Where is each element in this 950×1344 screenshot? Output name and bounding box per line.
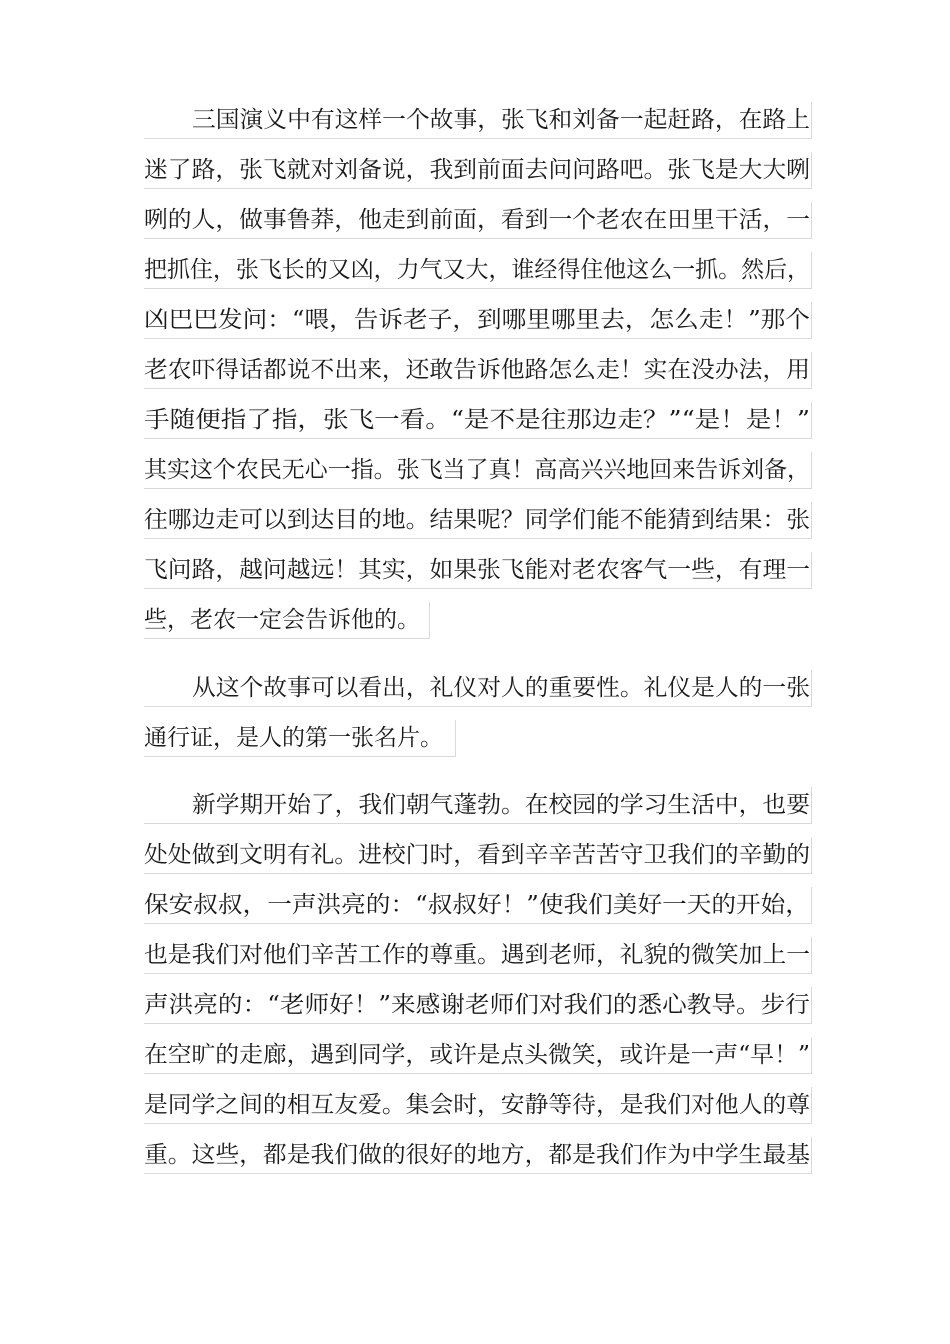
- text-line: [144, 1035, 812, 1085]
- text-line: [144, 668, 812, 718]
- line-text: 在空旷的走廊，遇到同学，或许是点头微笑，或许是一声“早！”: [144, 1042, 810, 1068]
- text-line: [144, 200, 812, 250]
- line-text: 重。这些，都是我们做的很好的地方，都是我们作为中学生最基: [144, 1142, 811, 1168]
- text-line: [144, 150, 812, 200]
- text-line: [144, 500, 812, 550]
- line-text: 凶巴巴发问：“喂，告诉老子，到哪里哪里去，怎么走！”那个: [144, 307, 810, 333]
- line-text: 迷了路，张飞就对刘备说，我到前面去问问路吧。张飞是大大咧: [144, 157, 811, 183]
- text-line-last: [144, 600, 430, 650]
- text-line: [144, 250, 812, 300]
- text-line: [144, 1085, 812, 1135]
- line-text: 保安叔叔，一声洪亮的：“叔叔好！”使我们美好一天的开始，: [144, 892, 810, 918]
- text-line-last: [144, 718, 456, 768]
- line-text: 是同学之间的相互友爱。集会时，安静等待，是我们对他人的尊: [144, 1092, 811, 1118]
- text-line: [144, 550, 812, 600]
- text-line: [144, 350, 812, 400]
- text-line: [144, 885, 812, 935]
- line-text: 新学期开始了，我们朝气蓬勃。在校园的学习生活中，也要: [192, 792, 810, 818]
- line-text: 手随便指了指，张飞一看。“是不是往那边走？”“是！是！”: [144, 407, 811, 433]
- paragraph-zhangfei-story: [144, 100, 812, 650]
- line-text: 三国演义中有这样一个故事，张飞和刘备一起赶路，在路上: [192, 107, 810, 133]
- text-line: [144, 100, 812, 150]
- line-text: 往哪边走可以到达目的地。结果呢？同学们能不能猜到结果：张: [144, 507, 811, 533]
- line-text: 咧的人，做事鲁莽，他走到前面，看到一个老农在田里干活，一: [144, 207, 811, 233]
- paragraph-etiquette-importance: [144, 668, 812, 768]
- text-line: [144, 985, 812, 1035]
- text-line: [144, 1135, 812, 1185]
- text-line: [144, 300, 812, 350]
- line-text: 其实这个农民无心一指。张飞当了真！高高兴兴地回来告诉刘备，: [144, 457, 810, 483]
- paragraph-new-semester: [144, 785, 812, 1185]
- line-text: 老农吓得话都说不出来，还敢告诉他路怎么走！实在没办法，用: [144, 357, 811, 383]
- line-text: 处处做到文明有礼。进校门时，看到辛辛苦苦守卫我们的辛勤的: [144, 842, 811, 868]
- text-line: [144, 935, 812, 985]
- text-line: [144, 450, 812, 500]
- text-line: [144, 835, 812, 885]
- line-text: 声洪亮的：“老师好！”来感谢老师们对我们的悉心教导。步行: [144, 992, 810, 1018]
- line-text: 些，老农一定会告诉他的。: [144, 607, 420, 633]
- line-text: 飞问路，越问越远！其实，如果张飞能对老农客气一些，有理一: [144, 557, 811, 583]
- line-text: 也是我们对他们辛苦工作的尊重。遇到老师，礼貌的微笑加上一: [144, 942, 811, 968]
- line-text: 把抓住，张飞长的又凶，力气又大，谁经得住他这么一抓。然后，: [144, 257, 810, 283]
- text-line: [144, 785, 812, 835]
- line-text: 从这个故事可以看出，礼仪对人的重要性。礼仪是人的一张: [192, 675, 810, 701]
- text-line: [144, 400, 812, 450]
- line-text: 通行证，是人的第一张名片。: [144, 725, 443, 751]
